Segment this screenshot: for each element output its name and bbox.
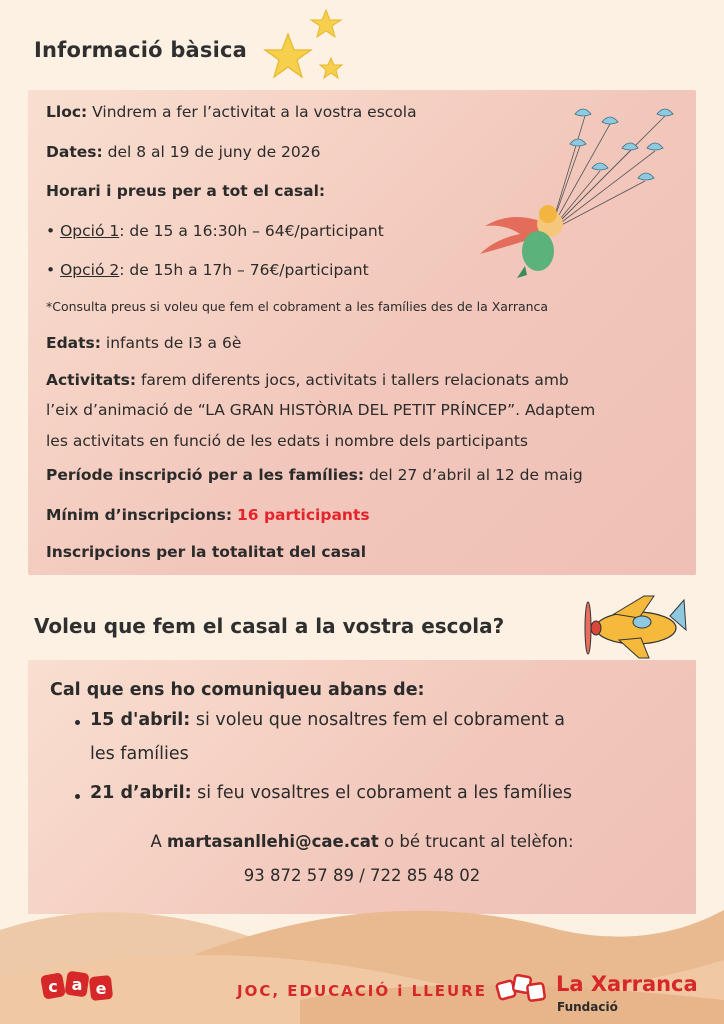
lloc-value: Vindrem a fer l’activitat a la vostra escola <box>87 103 417 121</box>
edats-row <box>46 333 241 353</box>
edats-label: Edats: <box>46 334 101 352</box>
svg-text:a: a <box>71 975 83 994</box>
deadline-2-label: 21 d’abril: <box>90 783 192 803</box>
tagline: JOC, EDUCACIÓ i LLEURE <box>236 982 488 1000</box>
airplane-illustration <box>574 586 688 666</box>
svg-text:c: c <box>48 977 58 996</box>
dates-label: Dates: <box>46 143 103 161</box>
deadline-1-line1: si voleu que nosaltres fem el cobrament a <box>190 710 566 730</box>
contact-phones: 93 872 57 89 / 722 85 48 02 <box>243 866 481 885</box>
opcio1-value: : de 15 a 16:30h – 64€/participant <box>119 222 384 240</box>
lloc-label: Lloc: <box>46 103 88 121</box>
opcio2-value: : de 15h a 17h – 76€/participant <box>119 261 369 279</box>
minim-value: 16 participants <box>236 506 370 524</box>
deadline-2-value: si feu vosaltres el cobrament a les famílies <box>191 783 573 803</box>
svg-text:e: e <box>95 979 107 998</box>
edats-value: infants de I3 a 6è <box>100 334 242 352</box>
periode-value: del 27 d’abril al 12 de maig <box>364 466 583 484</box>
dates-row <box>46 142 320 162</box>
bullet-icon <box>75 794 80 799</box>
price-note: *Consulta preus si voleu que fem el cobrament a les famílies des de la Xarranca <box>46 299 549 314</box>
contact-prefix: A <box>150 832 167 851</box>
periode-label: Període inscripció per a les famílies: <box>46 466 365 484</box>
activitats-label: Activitats: <box>46 371 137 389</box>
bullet-dot: • <box>46 222 61 240</box>
deadline-item-2 <box>90 777 572 809</box>
totalitat-label: Inscripcions per la totalitat del casal <box>46 543 367 561</box>
activitats-line1: farem diferents jocs, activitats i tallers relacionats amb <box>136 371 569 389</box>
xarranca-subtitle: Fundació <box>557 1000 618 1014</box>
minim-row <box>46 505 370 525</box>
xarranca-name: La Xarranca <box>556 972 698 996</box>
opcio2-row <box>46 260 369 280</box>
section-title-school: Voleu que fem el casal a la vostra escola? <box>34 614 505 638</box>
dates-value: del 8 al 19 de juny de 2026 <box>102 143 321 161</box>
stars-illustration <box>256 6 356 86</box>
lloc-row <box>46 102 417 122</box>
deadline-1-line2: les famílies <box>90 744 189 764</box>
little-prince-illustration <box>470 96 700 286</box>
activitats-line2: l’eix d’animació de “LA GRAN HISTÒRIA DEL PETIT PRÍNCEP”. Adaptem <box>46 401 596 419</box>
activitats-line3: les activitats en funció de les edats i nombre dels participants <box>46 432 529 450</box>
deadline-item-1 <box>90 704 565 736</box>
opcio1-label: Opció 1 <box>60 222 120 240</box>
horari-row <box>46 181 325 201</box>
contact-line <box>0 832 724 851</box>
horari-label: Horari i preus per a tot el casal: <box>46 182 326 200</box>
activitats-row <box>46 370 569 390</box>
contact-suffix: o bé trucant al telèfon: <box>378 832 574 851</box>
bullet-dot: • <box>46 261 61 279</box>
section-title-basic-info: Informació bàsica <box>34 38 248 62</box>
periode-row <box>46 465 583 485</box>
contact-email-link[interactable]: martasanllehi@cae.cat <box>167 832 379 851</box>
opcio1-row <box>46 221 384 241</box>
xarranca-logo-icon <box>494 972 550 1006</box>
deadline-1-label: 15 d'abril: <box>90 710 191 730</box>
deadline-intro: Cal que ens ho comuniqueu abans de: <box>50 680 425 700</box>
bullet-icon <box>75 720 80 725</box>
opcio2-label: Opció 2 <box>60 261 120 279</box>
totalitat-row <box>46 542 366 562</box>
minim-label: Mínim d’inscripcions: <box>46 506 233 524</box>
